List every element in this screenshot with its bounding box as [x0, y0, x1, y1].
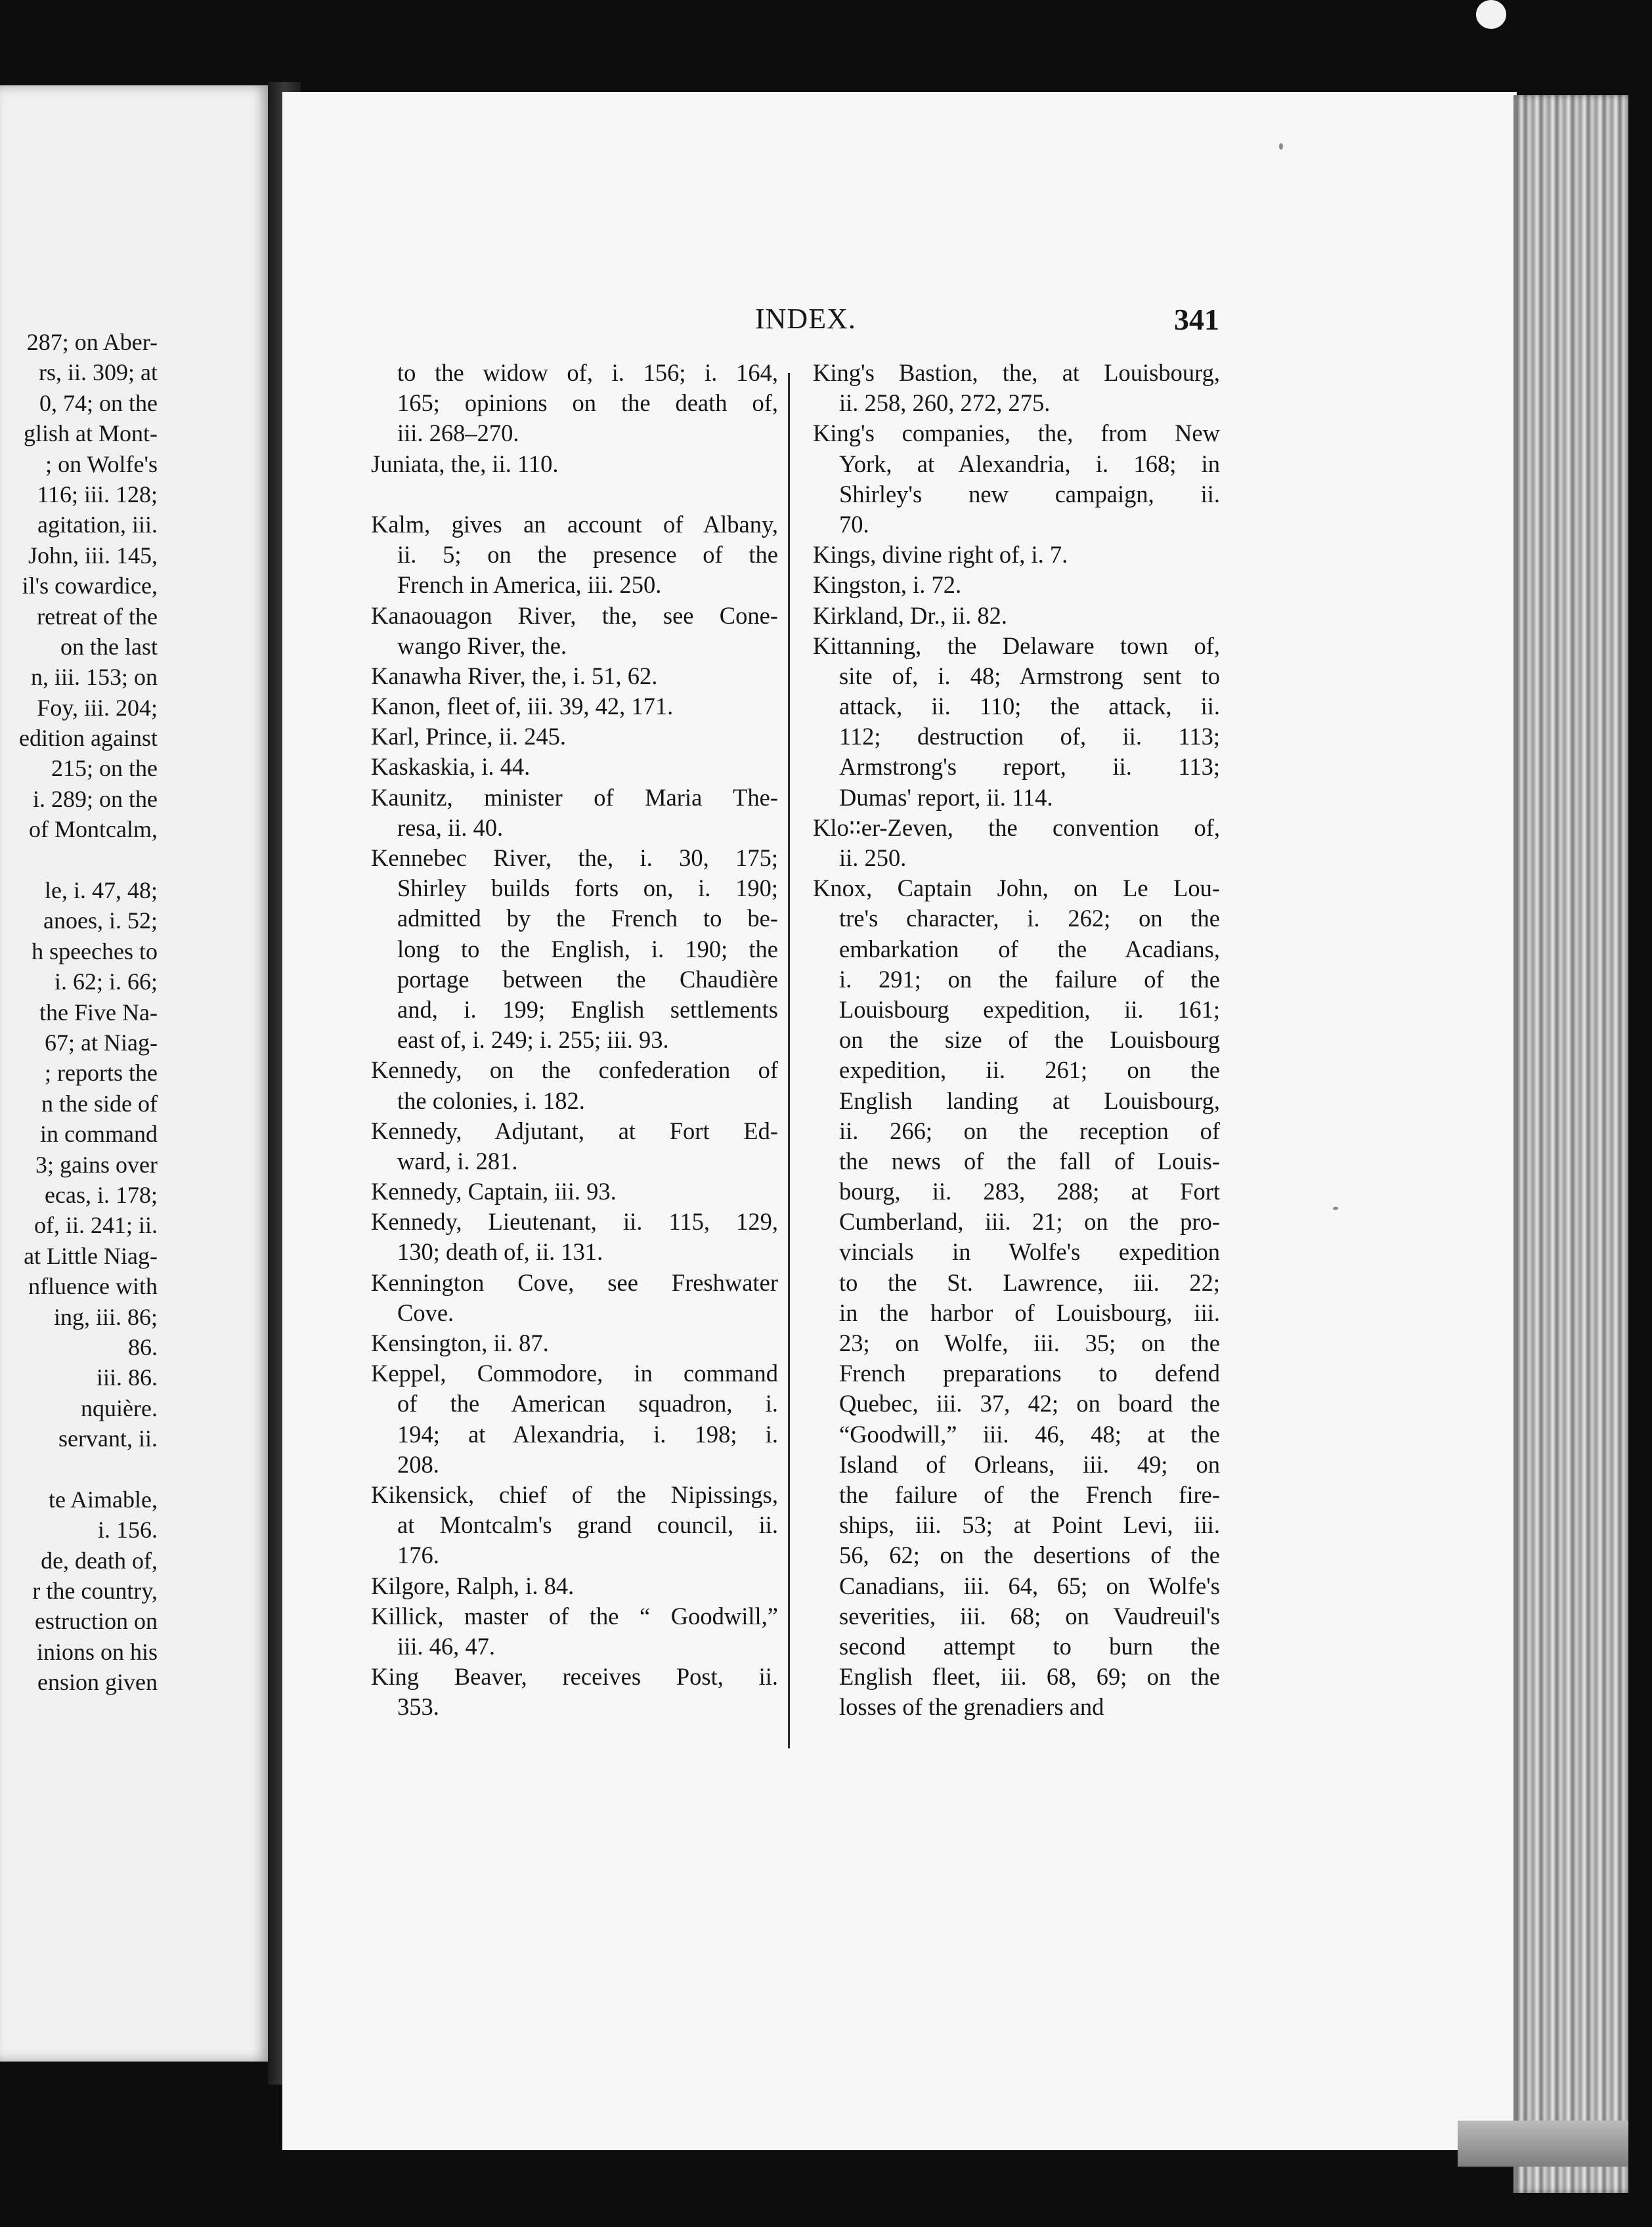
left-page-fragment-text: r the country,: [32, 1578, 158, 1605]
index-entry: [371, 509, 778, 601]
index-entry: [813, 358, 1220, 418]
index-entry: [371, 1207, 778, 1267]
left-page-fragment-text: i. 289; on the: [33, 785, 158, 812]
index-entry-heading-line: Kanawha River, the, i. 51, 62.: [371, 662, 658, 689]
index-entry: [371, 1601, 778, 1662]
index-entry-line: Dumas' report, ii. 114.: [839, 783, 1053, 811]
left-page-fragment-text: inions on his: [36, 1638, 158, 1665]
left-page-fragment: [0, 1302, 158, 1332]
left-page-fragment: [0, 1241, 158, 1271]
left-page-fragment-text: 287; on Aber-: [26, 329, 158, 355]
left-page-fragment: [0, 1150, 158, 1180]
left-page-blank: [0, 845, 158, 875]
index-entry: [371, 722, 778, 752]
left-page-fragment-text: 215; on the: [51, 755, 158, 782]
index-entry-heading-line: Kanaouagon River, the, see Cone-: [371, 601, 778, 629]
left-page-fragment-text: in command: [40, 1121, 158, 1148]
left-page-fragment-text: glish at Mont-: [24, 420, 158, 447]
left-page-fragment-text: h speeches to: [32, 938, 158, 964]
index-entry-heading-line: Killick, master of the “ Goodwill,”: [371, 1602, 778, 1630]
left-page-fragment-text: the Five Na-: [39, 999, 158, 1026]
index-entry-line: 70.: [839, 510, 869, 538]
index-entry-heading-line: Juniata, the, ii. 110.: [371, 450, 559, 477]
left-page-fragment: [0, 571, 158, 601]
left-page-fragment-text: of, ii. 241; ii.: [34, 1212, 158, 1239]
left-page-fragment: [0, 327, 158, 357]
left-page-fragment: [0, 814, 158, 844]
index-entry-line: ii. 258, 260, 272, 275.: [839, 389, 1051, 417]
index-entry: [371, 1116, 778, 1177]
left-page-fragment-text: ing, iii. 86;: [53, 1303, 158, 1330]
left-page-fragment: [0, 357, 158, 387]
index-entry-line: site of, i. 48; Armstrong sent to: [839, 662, 1220, 689]
index-entry: [371, 1328, 778, 1358]
left-page-fragment-text: Foy, iii. 204;: [37, 694, 158, 721]
left-page-fragment-text: ; reports the: [45, 1060, 158, 1087]
index-entry-line: 194; at Alexandria, i. 198; i.: [397, 1420, 778, 1448]
index-entry: [813, 813, 1220, 873]
index-entry-line: 130; death of, ii. 131.: [397, 1238, 603, 1266]
index-entry-heading-line: Kings, divine right of, i. 7.: [813, 541, 1068, 569]
page-bottom-edge: [1458, 2121, 1628, 2167]
left-page-fragment-text: anoes, i. 52;: [43, 907, 158, 934]
index-entry-line: ii. 250.: [839, 844, 907, 871]
page-speck: [1333, 1207, 1338, 1210]
index-entry-line: on the size of the Louisbourg: [839, 1026, 1220, 1054]
left-page-fragment-text: i. 62; i. 66;: [54, 968, 158, 995]
index-entry: [371, 843, 778, 1055]
index-entry-heading-line: King's companies, the, from New: [813, 420, 1220, 447]
left-page-fragment: [0, 1210, 158, 1240]
left-page-fragment: [0, 1089, 158, 1119]
left-page-fragment: [0, 997, 158, 1027]
index-entry-line: Quebec, iii. 37, 42; on board the: [839, 1390, 1220, 1417]
left-page-fragment-text: ension given: [37, 1669, 158, 1696]
index-entry-line: English landing at Louisbourg,: [839, 1087, 1220, 1114]
left-page-fragment-text: 116; iii. 128;: [37, 481, 158, 508]
index-entry-line: wango River, the.: [397, 632, 567, 659]
left-page-fragment-text: il's cowardice,: [22, 573, 158, 599]
left-page-fragment: [0, 1637, 158, 1667]
left-page-fragment: [0, 1576, 158, 1606]
index-column-right: [813, 358, 1220, 1722]
index-entry-heading-line: Kennedy, Adjutant, at Fort Ed-: [371, 1117, 778, 1144]
index-entry-line: ii. 5; on the presence of the: [397, 541, 778, 569]
left-page-fragment: [0, 1546, 158, 1576]
index-entry-line: bourg, ii. 283, 288; at Fort: [839, 1178, 1220, 1205]
index-entry: [371, 752, 778, 782]
index-entry-heading-line: Kennington Cove, see Freshwater: [371, 1268, 778, 1296]
left-page-fragment: [0, 1515, 158, 1545]
left-page-fragment: [0, 1027, 158, 1058]
left-page-fragment-text: iii. 86.: [96, 1364, 158, 1391]
left-page-fragment: [0, 1119, 158, 1149]
index-entry: [813, 601, 1220, 631]
index-entry-line: ships, iii. 53; at Point Levi, iii.: [839, 1511, 1220, 1539]
left-page-fragment-text: 86.: [128, 1333, 158, 1360]
left-page-fragment-text: 67; at Niag-: [45, 1029, 158, 1056]
left-page-fragment: [0, 1393, 158, 1423]
index-entry-line: iii. 46, 47.: [397, 1632, 496, 1660]
index-entry: [371, 1177, 778, 1207]
index-entry-line: 176.: [397, 1542, 439, 1569]
left-page-fragment: [0, 1362, 158, 1393]
index-entry-line: attack, ii. 110; the attack, ii.: [839, 693, 1220, 720]
left-page-fragment-text: at Little Niag-: [24, 1242, 158, 1269]
index-entry-heading-line: Kirkland, Dr., ii. 82.: [813, 601, 1008, 629]
left-page-fragment: [0, 601, 158, 632]
left-page-fragment-text: retreat of the: [37, 603, 158, 630]
left-page-fragment-text: rs, ii. 309; at: [39, 359, 158, 386]
index-entry-heading-line: Kaunitz, minister of Maria The-: [371, 783, 778, 811]
index-entry-line: Cumberland, iii. 21; on the pro-: [839, 1208, 1220, 1236]
index-entry: [371, 449, 778, 479]
index-entry-line: expedition, ii. 261; on the: [839, 1056, 1220, 1084]
index-entry: [371, 661, 778, 691]
left-page-fragment-text: on the last: [60, 633, 158, 660]
left-page-fragment-text: edition against: [19, 725, 158, 752]
left-page-fragment: [0, 1667, 158, 1697]
index-entry-line: at Montcalm's grand council, ii.: [397, 1511, 778, 1539]
left-page-fragment-text: n the side of: [41, 1090, 158, 1117]
index-entry-heading-line: Kennebec River, the, i. 30, 175;: [371, 844, 778, 871]
index-entry: [371, 1268, 778, 1328]
index-entry-line: Louisbourg expedition, ii. 161;: [839, 995, 1220, 1023]
index-entry: [371, 1480, 778, 1571]
left-page-fragment: [0, 662, 158, 692]
index-entry-line: 23; on Wolfe, iii. 35; on the: [839, 1330, 1220, 1356]
left-page-fragment-text: 0, 74; on the: [39, 389, 158, 416]
index-entry-line: Shirley builds forts on, i. 190;: [397, 875, 778, 902]
left-page-fragment-text: ecas, i. 178;: [45, 1181, 158, 1208]
running-head: INDEX.: [755, 303, 856, 335]
index-entry: [813, 631, 1220, 813]
facing-left-page: [0, 85, 269, 2062]
index-entry: [371, 358, 778, 449]
left-page-fragment-text: servant, ii.: [58, 1425, 158, 1452]
index-column-left: [371, 358, 778, 1722]
index-entry-heading-line: Kennedy, Lieutenant, ii. 115, 129,: [371, 1208, 778, 1236]
index-entry-line: the colonies, i. 182.: [397, 1087, 585, 1114]
index-entry-line: tre's character, i. 262; on the: [839, 905, 1220, 932]
left-page-fragment-text: nfluence with: [28, 1273, 158, 1300]
index-entry-line: i. 291; on the failure of the: [839, 965, 1220, 993]
left-page-fragment: [0, 1332, 158, 1362]
index-entry-line: admitted by the French to be-: [397, 905, 778, 932]
index-entry-heading-line: Kennedy, Captain, iii. 93.: [371, 1178, 617, 1205]
index-entry-heading-line: King's Bastion, the, at Louisbourg,: [813, 359, 1220, 386]
left-page-fragment: [0, 509, 158, 540]
index-entry-line: Armstrong's report, ii. 113;: [839, 753, 1220, 781]
index-entry-heading-line: Knox, Captain John, on Le Lou-: [813, 875, 1220, 902]
index-entry-line: second attempt to burn the: [839, 1632, 1220, 1660]
index-entry-heading-line: Keppel, Commodore, in command: [371, 1360, 778, 1387]
index-entry-line: French preparations to defend: [839, 1360, 1220, 1387]
left-page-fragment-text: te Aimable,: [49, 1486, 158, 1513]
index-entry-line: the news of the fall of Louis-: [839, 1147, 1220, 1175]
index-entry: [371, 691, 778, 722]
page-speck: [1279, 143, 1283, 150]
index-entry-line: Canadians, iii. 64, 65; on Wolfe's: [839, 1572, 1220, 1599]
index-entry-line: iii. 268–270.: [397, 420, 519, 447]
index-entry-line: ward, i. 281.: [397, 1147, 518, 1175]
left-page-fragment-text: agitation, iii.: [37, 511, 158, 538]
index-entry: [813, 418, 1220, 540]
index-entry: [371, 1662, 778, 1722]
left-page-fragment-text: estruction on: [35, 1608, 158, 1635]
index-entry-line: vincials in Wolfe's expedition: [839, 1238, 1220, 1266]
index-entry-line: severities, iii. 68; on Vaudreuil's: [839, 1602, 1220, 1630]
left-page-fragment-text: nquière.: [81, 1395, 158, 1421]
index-entry-line: in the harbor of Louisbourg, iii.: [839, 1299, 1220, 1326]
left-page-text-fragments: [0, 327, 158, 1698]
index-entry: [813, 873, 1220, 1722]
index-entry-line: 208.: [397, 1450, 439, 1478]
left-page-fragment-text: John, iii. 145,: [28, 542, 158, 569]
page-number: 341: [1174, 303, 1219, 336]
index-entry-heading-line: Kalm, gives an account of Albany,: [371, 510, 778, 538]
column-rule: [788, 373, 790, 1748]
index-entry-line: to the widow of, i. 156; i. 164,: [397, 359, 778, 386]
left-page-fragment: [0, 753, 158, 783]
left-page-fragment-text: of Montcalm,: [29, 816, 158, 843]
left-page-fragment-text: 3; gains over: [35, 1151, 158, 1178]
index-entry-heading-line: Karl, Prince, ii. 245.: [371, 723, 567, 750]
left-page-fragment: [0, 723, 158, 753]
index-entry-line: English fleet, iii. 68, 69; on the: [839, 1663, 1220, 1691]
index-entry-line: “Goodwill,” iii. 46, 48; at the: [839, 1420, 1220, 1448]
left-page-fragment-text: de, death of,: [41, 1547, 158, 1574]
left-page-fragment-text: i. 156.: [97, 1517, 158, 1544]
index-entry-heading-line: Kennedy, on the confederation of: [371, 1056, 778, 1084]
left-page-fragment: [0, 418, 158, 448]
left-page-fragment: [0, 1606, 158, 1636]
left-page-fragment: [0, 449, 158, 479]
index-entry-line: York, at Alexandria, i. 168; in: [839, 450, 1220, 477]
index-entry-heading-line: Kittanning, the Delaware town of,: [813, 632, 1220, 659]
left-page-fragment: [0, 693, 158, 723]
left-page-fragment: [0, 1058, 158, 1088]
index-entry-line: Cove.: [397, 1299, 454, 1326]
index-entry-line: of the American squadron, i.: [397, 1390, 778, 1417]
left-page-fragment: [0, 479, 158, 509]
index-entry-heading-line: Kingston, i. 72.: [813, 571, 962, 599]
left-page-fragment: [0, 1423, 158, 1454]
left-page-fragment-text: le, i. 47, 48;: [45, 877, 158, 904]
index-entry-line: Island of Orleans, iii. 49; on: [839, 1450, 1220, 1478]
left-page-fragment: [0, 784, 158, 814]
left-page-fragment: [0, 1271, 158, 1301]
left-page-fragment-text: n, iii. 153; on: [30, 664, 158, 691]
index-entry: [371, 601, 778, 661]
left-page-fragment: [0, 875, 158, 905]
index-entry-heading-line: King Beaver, receives Post, ii.: [371, 1663, 778, 1691]
index-entry-line: resa, ii. 40.: [397, 813, 504, 841]
index-letter-break: [371, 479, 778, 509]
index-entry-heading-line: Kilgore, Ralph, i. 84.: [371, 1572, 575, 1599]
index-entry-line: long to the English, i. 190; the: [397, 935, 778, 962]
left-page-fragment: [0, 936, 158, 966]
index-entry-heading-line: Kikensick, chief of the Nipissings,: [371, 1481, 778, 1508]
left-page-fragment: [0, 905, 158, 936]
left-page-fragment: [0, 1484, 158, 1515]
left-page-fragment: [0, 388, 158, 418]
index-entry-line: portage between the Chaudière: [397, 965, 778, 993]
index-entry-line: and, i. 199; English settlements: [397, 995, 778, 1023]
index-entry-heading-line: Kaskaskia, i. 44.: [371, 753, 531, 781]
index-entry-line: east of, i. 249; i. 255; iii. 93.: [397, 1026, 669, 1054]
index-entry-line: 353.: [397, 1693, 439, 1721]
index-entry-line: 165; opinions on the death of,: [397, 389, 778, 417]
index-entry: [813, 570, 1220, 600]
index-entry-line: French in America, iii. 250.: [397, 571, 662, 599]
index-entry-line: 56, 62; on the desertions of the: [839, 1542, 1220, 1569]
left-page-fragment: [0, 632, 158, 662]
left-page-blank: [0, 1454, 158, 1484]
index-entry-line: losses of the grenadiers and: [839, 1693, 1104, 1721]
left-page-fragment: [0, 1180, 158, 1210]
index-entry-line: 112; destruction of, ii. 113;: [839, 723, 1220, 750]
left-page-fragment: [0, 540, 158, 571]
left-page-fragment: [0, 966, 158, 997]
index-entry: [371, 1055, 778, 1115]
index-entry: [813, 540, 1220, 570]
index-entry-heading-line: Klo∶∶er-Zeven, the convention of,: [813, 813, 1220, 841]
index-entry: [371, 1358, 778, 1480]
index-entry-line: the failure of the French fire-: [839, 1481, 1220, 1508]
page-edges: [1513, 95, 1628, 2193]
index-entry: [371, 1571, 778, 1601]
index-entry-line: to the St. Lawrence, iii. 22;: [839, 1268, 1220, 1296]
index-entry: [371, 783, 778, 843]
index-entry-heading-line: Kanon, fleet of, iii. 39, 42, 171.: [371, 693, 674, 720]
corner-mark: [1476, 0, 1506, 29]
index-entry-line: Shirley's new campaign, ii.: [839, 480, 1220, 508]
index-entry-heading-line: Kensington, ii. 87.: [371, 1330, 549, 1356]
index-entry-line: ii. 266; on the reception of: [839, 1117, 1220, 1144]
left-page-fragment-text: ; on Wolfe's: [45, 450, 158, 477]
index-entry-line: embarkation of the Acadians,: [839, 935, 1220, 962]
